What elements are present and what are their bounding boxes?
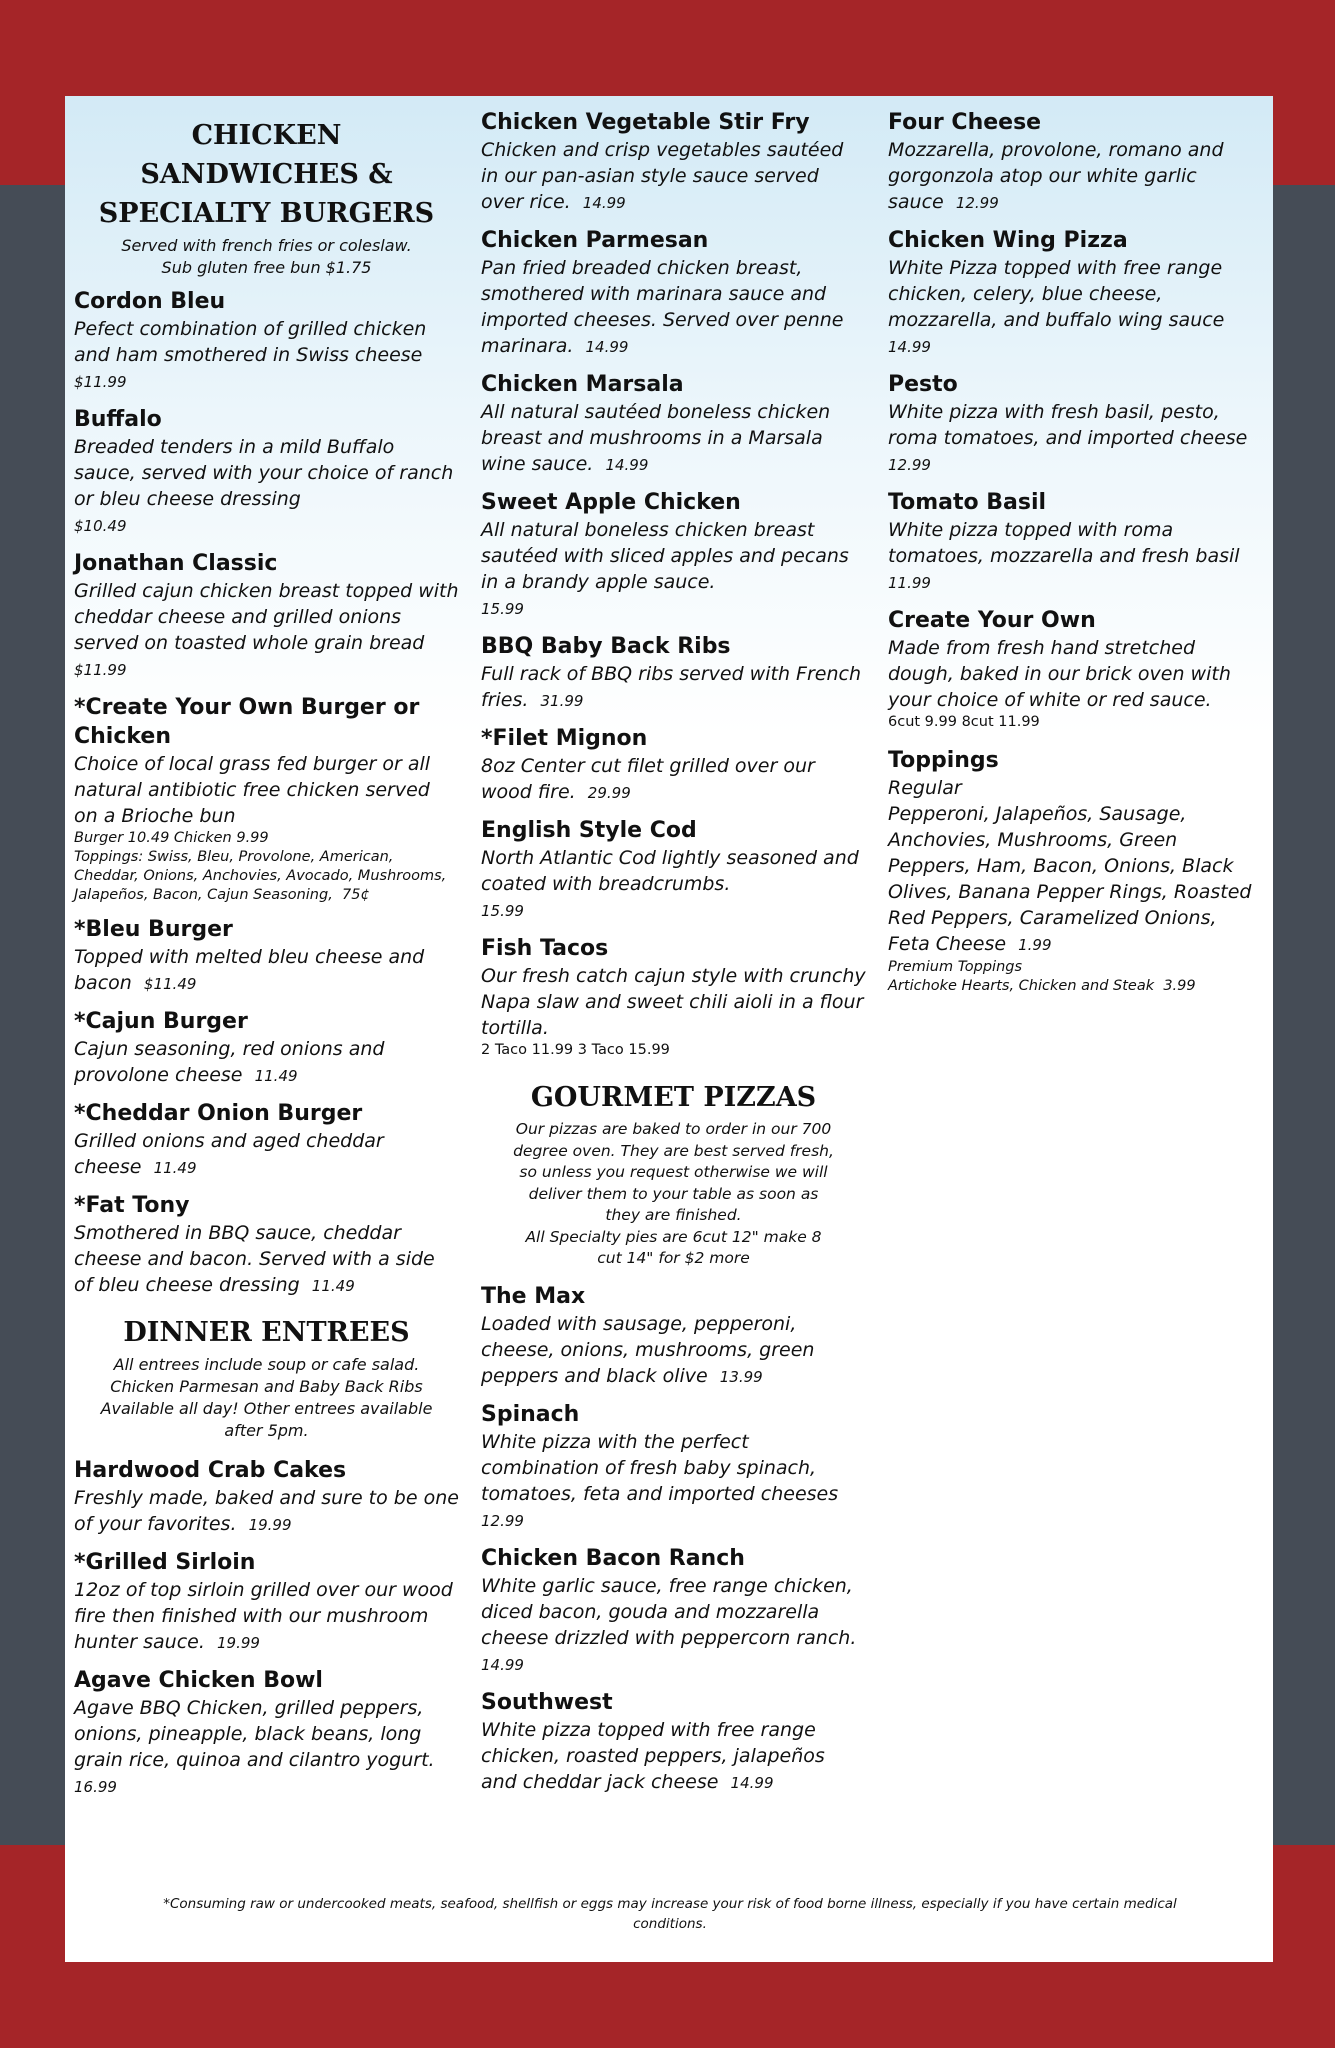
item-description: Pan fried breaded chicken breast, smothered with marinara sauce and imported cheeses. Served over penne marinara. 14.99 bbox=[481, 257, 844, 357]
item-description: Freshly made, baked and sure to be one of your favorites. 19.99 bbox=[74, 1487, 459, 1535]
item-description: Chicken and crisp vegetables sautéed in our pan-asian style sauce served over rice. 14.99 bbox=[481, 139, 844, 213]
item-name: Cordon Bleu bbox=[74, 289, 226, 314]
item-price: $10.49 bbox=[74, 517, 127, 535]
item-price: $11.99 bbox=[74, 373, 127, 391]
toppings-regular-label: Regular bbox=[888, 777, 962, 799]
item-description: Smothered in BBQ sauce, cheddar cheese and bacon. Served with a side of bleu cheese dressing 11.49 bbox=[74, 1222, 435, 1296]
item-name: Chicken Parmesan bbox=[481, 228, 709, 253]
item-description: All natural boneless chicken breast sautéed with sliced apples and pecans in a brandy apple sauce. 15.99 bbox=[481, 519, 849, 618]
item-name: *Filet Mignon bbox=[481, 726, 648, 751]
item-name: *Grilled Sirloin bbox=[74, 1550, 256, 1575]
menu-item-chicken-bacon-ranch bbox=[481, 1544, 866, 1678]
item-price: 19.99 bbox=[216, 1634, 260, 1652]
item-price: 11.99 bbox=[888, 574, 931, 592]
menu-item-grilled-sirloin bbox=[74, 1548, 459, 1656]
item-price: 29.99 bbox=[587, 784, 631, 802]
item-name: Tomato Basil bbox=[888, 490, 1047, 515]
menu-item-filet-mignon bbox=[481, 724, 866, 806]
item-price: 11.49 bbox=[254, 1067, 298, 1085]
menu-item-sweet-apple-chicken bbox=[481, 488, 866, 622]
item-name: Create Your Own bbox=[888, 608, 1096, 633]
menu-item-chicken-marsala bbox=[481, 370, 866, 478]
item-name: English Style Cod bbox=[481, 818, 697, 843]
item-name: Jonathan Classic bbox=[74, 551, 278, 576]
menu-item-pesto bbox=[888, 370, 1263, 478]
item-name: Chicken Wing Pizza bbox=[888, 228, 1128, 253]
item-description: All natural sautéed boneless chicken breast and mushrooms in a Marsala wine sauce. 14.99 bbox=[481, 401, 831, 475]
item-price: 19.99 bbox=[248, 1516, 292, 1534]
item-price: 14.99 bbox=[585, 338, 629, 356]
toppings-premium-label: Premium Toppings bbox=[888, 959, 1023, 975]
item-description: Cajun seasoning, red onions and provolone cheese 11.49 bbox=[74, 1038, 385, 1086]
item-price: 14.99 bbox=[730, 1773, 774, 1792]
item-name: *Cheddar Onion Burger bbox=[74, 1101, 363, 1126]
item-name: *Fat Tony bbox=[74, 1193, 190, 1218]
menu-item-chicken-parmesan bbox=[481, 226, 866, 360]
item-description: Mozzarella, provolone, romano and gorgonzola atop our white garlic sauce 12.99 bbox=[888, 139, 1224, 213]
item-description: Agave BBQ Chicken, grilled peppers, onions, pineapple, black beans, long grain rice, quinoa and cilantro yogurt. 16.99 bbox=[74, 1697, 435, 1796]
item-name: Hardwood Crab Cakes bbox=[74, 1458, 347, 1483]
item-price: Burger 10.49 Chicken 9.99 bbox=[74, 830, 269, 846]
item-price: $11.49 bbox=[143, 975, 197, 993]
item-name: Chicken Vegetable Stir Fry bbox=[481, 110, 810, 135]
item-price: 11.49 bbox=[153, 1159, 197, 1177]
item-name: Sweet Apple Chicken bbox=[481, 490, 741, 515]
item-name: *Bleu Burger bbox=[74, 917, 233, 942]
item-price: 1.99 bbox=[1018, 936, 1052, 954]
item-price: 14.99 bbox=[605, 456, 649, 474]
item-description: White pizza with fresh basil, pesto, roma tomatoes, and imported cheese 12.99 bbox=[888, 401, 1248, 474]
menu-item-cheddar-onion-burger bbox=[74, 1099, 459, 1181]
menu-item-the-max bbox=[481, 1282, 866, 1390]
item-price: 11.49 bbox=[311, 1277, 355, 1295]
menu-item-southwest bbox=[481, 1688, 866, 1796]
item-price: 12.99 bbox=[481, 1511, 524, 1530]
item-name: Spinach bbox=[481, 1401, 580, 1427]
menu-item-create-your-own-pizza bbox=[888, 606, 1263, 732]
item-toppings: Toppings: Swiss, Bleu, Provolone, American, Cheddar, Onions, Anchovies, Avocado, Mushrooms, Jalapeños, Bacon, Cajun Seasoning, 75¢ bbox=[74, 849, 447, 903]
item-name: Agave Chicken Bowl bbox=[74, 1668, 323, 1693]
section-title-sandwiches: CHICKEN SANDWICHES & SPECIALTY BURGERS bbox=[98, 120, 435, 229]
toppings-regular-list: Pepperoni, Jalapeños, Sausage, Anchovies, Mushrooms, Green Peppers, Ham, Bacon, Onions, Black Olives, Banana Pepper Rings, Roasted Red Peppers, Caramelized Onions, Feta Cheese 1.99 bbox=[888, 803, 1252, 955]
item-name: BBQ Baby Back Ribs bbox=[481, 634, 731, 659]
section-subtitle-pizzas: Our pizzas are baked to order in our 700 degree oven. They are best served fresh, so unless you request otherwise we will deliver them to your table as soon as they are finished. All Specialty pies are 6cut 12" make 8 cut 14" for $2 more bbox=[513, 1120, 834, 1267]
menu-item-spinach bbox=[481, 1400, 866, 1534]
item-description: Choice of local grass fed burger or all natural antibiotic free chicken served on a Brioche bun bbox=[74, 753, 431, 827]
item-description: Loaded with sausage, pepperoni, cheese, onions, mushrooms, green peppers and black olive 13.99 bbox=[481, 1312, 815, 1387]
item-description: White garlic sauce, free range chicken, diced bacon, gouda and mozzarella cheese drizzled with peppercorn ranch. 14.99 bbox=[481, 1574, 857, 1674]
menu-item-four-cheese bbox=[888, 108, 1263, 216]
item-description: Pefect combination of grilled chicken and ham smothered in Swiss cheese $11.99 bbox=[74, 318, 427, 391]
menu-item-bleu-burger bbox=[74, 915, 459, 997]
menu-item-chicken-wing-pizza bbox=[888, 226, 1263, 360]
item-description: White pizza topped with roma tomatoes, mozzarella and fresh basil 11.99 bbox=[888, 519, 1240, 592]
menu-item-cordon-bleu bbox=[74, 287, 459, 395]
menu-item-toppings bbox=[888, 746, 1263, 996]
item-name: Southwest bbox=[481, 1689, 613, 1715]
menu-item-crab-cakes bbox=[74, 1456, 459, 1538]
toppings-premium-list: Artichoke Hearts, Chicken and Steak 3.99 bbox=[888, 978, 1196, 994]
item-price: 6cut 9.99 8cut 11.99 bbox=[888, 714, 1040, 730]
menu-item-tomato-basil bbox=[888, 488, 1263, 596]
item-name: Pesto bbox=[888, 372, 958, 397]
menu-column-3 bbox=[888, 96, 1263, 1006]
menu-item-fish-tacos bbox=[481, 934, 866, 1060]
menu-item-bbq-ribs bbox=[481, 632, 866, 714]
item-price: 31.99 bbox=[540, 692, 584, 710]
item-name: Four Cheese bbox=[888, 110, 1042, 135]
item-price: 14.99 bbox=[481, 1655, 524, 1674]
item-name: Chicken Bacon Ranch bbox=[481, 1545, 745, 1571]
section-title-pizzas: GOURMET PIZZAS bbox=[530, 1082, 817, 1113]
item-price: 14.99 bbox=[582, 194, 626, 212]
menu-item-agave-chicken-bowl bbox=[74, 1666, 459, 1800]
item-description: 8oz Center cut filet grilled over our wood fire. 29.99 bbox=[481, 755, 815, 803]
item-description: White pizza with the perfect combination of fresh baby spinach, tomatoes, feta and imported cheeses 12.99 bbox=[481, 1430, 839, 1530]
item-description: White Pizza topped with free range chicken, celery, blue cheese, mozzarella, and buffalo wing sauce 14.99 bbox=[888, 257, 1225, 356]
item-name: *Create Your Own Burger or Chicken bbox=[74, 695, 420, 749]
item-price: 14.99 bbox=[888, 338, 931, 356]
item-price: 12.99 bbox=[888, 456, 931, 474]
menu-item-fat-tony bbox=[74, 1191, 459, 1299]
menu-column-2 bbox=[481, 96, 866, 1806]
item-name: Chicken Marsala bbox=[481, 372, 684, 397]
item-description: White pizza topped with free range chicken, roasted peppers, jalapeños and cheddar jack cheese 14.99 bbox=[481, 1718, 825, 1793]
item-price: 15.99 bbox=[481, 600, 524, 618]
menu-item-stir-fry bbox=[481, 108, 866, 216]
item-price: $11.99 bbox=[74, 661, 127, 679]
menu-item-create-your-own-burger bbox=[74, 693, 459, 905]
item-name: *Cajun Burger bbox=[74, 1009, 248, 1034]
menu-item-jonathan-classic bbox=[74, 549, 459, 683]
item-description: Our fresh catch cajun style with crunchy Napa slaw and sweet chili aioli in a flour tortilla. bbox=[481, 965, 866, 1039]
item-price: 15.99 bbox=[481, 902, 524, 920]
section-subtitle-sandwiches: Served with french fries or coleslaw. Sub gluten free bun $1.75 bbox=[121, 236, 412, 277]
item-description: Grilled onions and aged cheddar cheese 11.49 bbox=[74, 1130, 384, 1178]
item-name: Fish Tacos bbox=[481, 936, 609, 961]
item-name: The Max bbox=[481, 1283, 586, 1309]
item-name: Toppings bbox=[888, 748, 999, 773]
item-description: North Atlantic Cod lightly seasoned and coated with breadcrumbs. 15.99 bbox=[481, 847, 859, 920]
menu-item-cajun-burger bbox=[74, 1007, 459, 1089]
item-description: Topped with melted bleu cheese and bacon $11.49 bbox=[74, 946, 425, 994]
item-description: Breaded tenders in a mild Buffalo sauce, served with your choice of ranch or bleu cheese dressing $10.49 bbox=[74, 436, 454, 535]
item-price: 2 Taco 11.99 3 Taco 15.99 bbox=[481, 1042, 670, 1058]
menu-item-buffalo bbox=[74, 405, 459, 539]
menu-item-english-cod bbox=[481, 816, 866, 924]
item-price: 13.99 bbox=[719, 1367, 763, 1386]
section-subtitle-dinner: All entrees include soup or cafe salad. Chicken Parmesan and Baby Back Ribs Available all day! Other entrees available after 5pm. bbox=[100, 1355, 433, 1440]
menu-column-1 bbox=[74, 96, 459, 1810]
item-description: Grilled cajun chicken breast topped with cheddar cheese and grilled onions served on toasted whole grain bread $11.99 bbox=[74, 580, 459, 679]
item-price: 16.99 bbox=[74, 1778, 117, 1796]
item-description: 12oz of top sirloin grilled over our wood fire then finished with our mushroom hunter sauce. 19.99 bbox=[74, 1579, 453, 1653]
item-description: Made from fresh hand stretched dough, baked in our brick oven with your choice of white or red sauce. bbox=[888, 637, 1231, 711]
item-name: Buffalo bbox=[74, 407, 162, 432]
section-title-dinner: DINNER ENTREES bbox=[123, 1317, 410, 1348]
food-safety-disclaimer: *Consuming raw or undercooked meats, seafood, shellfish or eggs may increase your risk of food borne illness, especially if you have certain medical conditions. bbox=[163, 1896, 1177, 1932]
item-description: Full rack of BBQ ribs served with French fries. 31.99 bbox=[481, 663, 861, 711]
item-price: 12.99 bbox=[955, 194, 999, 212]
menu-panel bbox=[65, 96, 1273, 1962]
